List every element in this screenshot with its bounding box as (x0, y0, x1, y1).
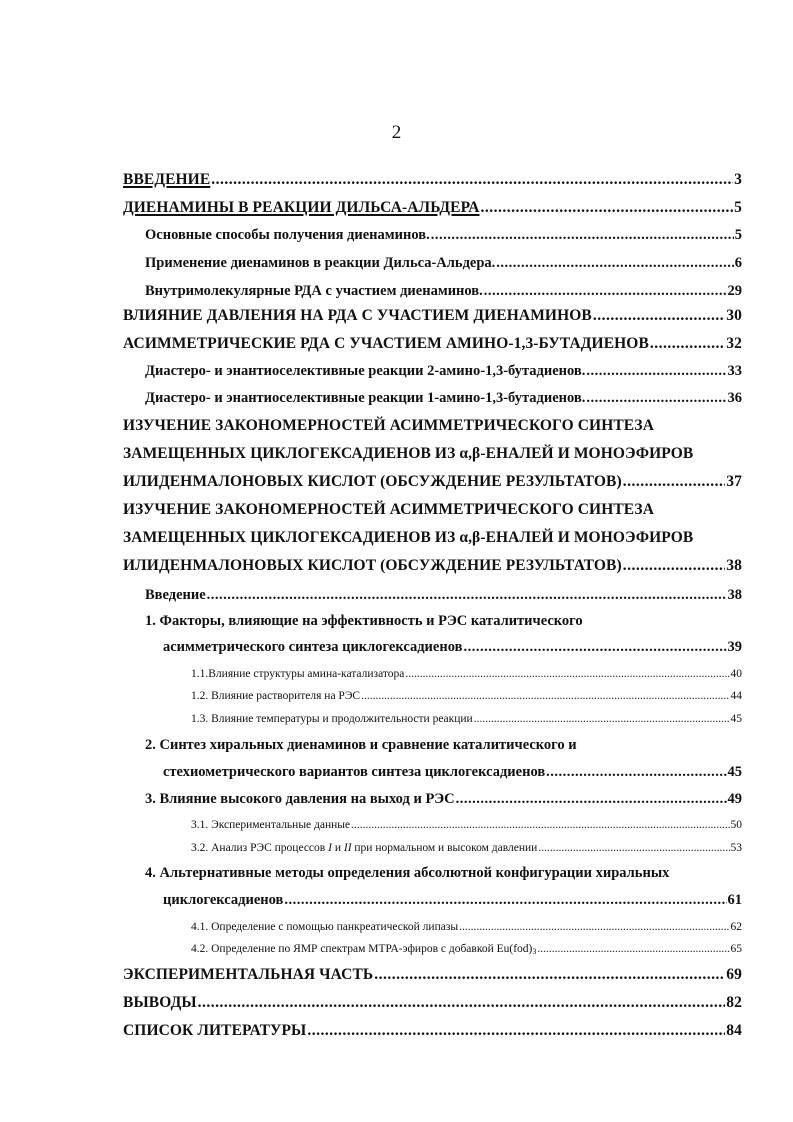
toc-entry-4-1[interactable]: 4.1. Определение с помощью панкреатической липазы ..... 62 (191, 921, 742, 933)
toc-entry-4-2[interactable]: 4.2. Определение по ЯМР спектрам МТРА-эфиров с добавкой $Eu(fod)_3$ ..... 65 (191, 943, 742, 955)
toc-entry-conclusions[interactable]: ВЫВОДЫ ..... 82 (123, 994, 742, 1012)
dot-leader (538, 842, 729, 854)
dot-leader (459, 921, 729, 933)
toc-entry-dienamine-application[interactable]: Применение диенаминов в реакции Дильса-Альдера. ..... 6 (145, 255, 742, 272)
toc-entry-chiral-line-1[interactable]: 2. Синтез хиральных диенаминов и сравнение каталитического и (145, 737, 577, 753)
toc-entry-alt-methods[interactable]: циклогексадиенов ..... 61 (163, 892, 742, 909)
dot-leader (546, 764, 726, 781)
dot-leader (361, 690, 729, 702)
toc-entry-study-a[interactable]: ИЛИДЕНМАЛОНОВЫХ КИСЛОТ (ОБСУЖДЕНИЕ РЕЗУЛЬТАТОВ) ..... 37 (123, 473, 742, 491)
dot-leader (586, 363, 726, 380)
toc-entry-study-b[interactable]: ИЛИДЕНМАЛОНОВЫХ КИСЛОТ (ОБСУЖДЕНИЕ РЕЗУЛЬТАТОВ) ..... 38 (123, 557, 742, 575)
toc-entry-1-2[interactable]: 1.2. Влияние растворителя на РЭС ..... 44 (191, 690, 742, 702)
page-number: 2 (391, 122, 402, 143)
toc-entry-dienamine-preparation[interactable]: Основные способы получения диенаминов. ..... 5 (145, 227, 742, 244)
toc-entry-experimental[interactable]: ЭКСПЕРИМЕНТАЛЬНАЯ ЧАСТЬ ..... 69 (123, 966, 742, 984)
toc-entry-references[interactable]: СПИСОК ЛИТЕРАТУРЫ ..... 84 (123, 1022, 742, 1040)
dot-leader (593, 307, 725, 325)
dot-leader (463, 639, 726, 656)
dot-leader (537, 943, 729, 955)
dot-leader (207, 587, 727, 604)
toc-entry-pressure-influence[interactable]: ВЛИЯНИЕ ДАВЛЕНИЯ НА РДА С УЧАСТИЕМ ДИЕНАМИНОВ ..... 30 (123, 307, 742, 325)
dot-leader (623, 557, 726, 575)
toc-entry-1-1[interactable]: 1.1.Влияние структуры амина-катализатора ..... 40 (191, 668, 742, 680)
toc-entry-1-amino-butadienes[interactable]: Диастеро- и энантиоселективные реакции 1-амино-1,3-бутадиенов. ..... 36 (145, 390, 742, 407)
dot-leader (586, 390, 726, 407)
toc-entry-dienamines[interactable]: ДИЕНАМИНЫ В РЕАКЦИИ ДИЛЬСА-АЛЬДЕРА ..... 5 (123, 199, 742, 217)
toc-entry-high-pressure[interactable]: 3. Влияние высокого давления на выход и РЭС ..... 49 (145, 791, 742, 808)
dot-leader (307, 1022, 725, 1040)
toc-entry-3-2[interactable]: 3.2. Анализ РЭС процессов I и II при нормальном и высоком давлении ..... 53 (191, 842, 742, 854)
dot-leader (405, 668, 729, 680)
toc-entry-study-a-line-1[interactable]: ИЗУЧЕНИЕ ЗАКОНОМЕРНОСТЕЙ АСИММЕТРИЧЕСКОГО СИНТЕЗА (123, 417, 655, 434)
toc-entry-study-b-line-1[interactable]: ИЗУЧЕНИЕ ЗАКОНОМЕРНОСТЕЙ АСИММЕТРИЧЕСКОГО СИНТЕЗА (123, 501, 655, 518)
dot-leader (431, 227, 734, 244)
dot-leader (623, 473, 726, 491)
dot-leader (481, 199, 734, 217)
dot-leader (456, 791, 727, 808)
dot-leader (198, 994, 726, 1012)
toc-entry-1-3[interactable]: 1.3. Влияние температуры и продолжительности реакции ..... 45 (191, 713, 742, 725)
dot-leader (474, 713, 730, 725)
toc-entry-alt-methods-line-1[interactable]: 4. Альтернативные методы определения абсолютной конфигурации хиральных (145, 865, 670, 881)
dot-leader (484, 283, 727, 300)
dot-leader (650, 335, 725, 353)
dot-leader (284, 892, 726, 909)
dot-leader (374, 966, 725, 984)
toc-entry-study-a-line-2[interactable]: ЗАМЕЩЕННЫХ ЦИКЛОГЕКСАДИЕНОВ ИЗ α,β-ЕНАЛЕЙ И МОНОЭФИРОВ (123, 445, 694, 462)
toc-entry-introduction[interactable]: ВВЕДЕНИЕ ..... 3 (123, 171, 742, 189)
toc-entry-chiral[interactable]: стехиометрического вариантов синтеза циклогексадиенов ..... 45 (163, 764, 742, 781)
toc-entry-introduction-sub[interactable]: Введение ..... 38 (145, 587, 742, 604)
toc-entry-2-amino-butadienes[interactable]: Диастеро- и энантиоселективные реакции 2-амино-1,3-бутадиенов. ..... 33 (145, 363, 742, 380)
toc-entry-factors-line-1[interactable]: 1. Факторы, влияющие на эффективность и РЭС каталитического (145, 613, 583, 629)
toc-entry-intramolecular-rda[interactable]: Внутримолекулярные РДА с участием диенаминов. ..... 29 (145, 283, 742, 300)
dot-leader (496, 255, 733, 272)
dot-leader (211, 171, 733, 189)
toc-entry-asymmetric-rda[interactable]: АСИММЕТРИЧЕСКИЕ РДА С УЧАСТИЕМ АМИНО-1,3-БУТАДИЕНОВ ..... 32 (123, 335, 742, 353)
dot-leader (351, 819, 729, 831)
toc-entry-factors[interactable]: асимметрического синтеза циклогексадиенов ..... 39 (163, 639, 742, 656)
toc-entry-3-1[interactable]: 3.1. Экспериментальные данные ..... 50 (191, 819, 742, 831)
toc-entry-study-b-line-2[interactable]: ЗАМЕЩЕННЫХ ЦИКЛОГЕКСАДИЕНОВ ИЗ α,β-ЕНАЛЕЙ И МОНОЭФИРОВ (123, 529, 694, 546)
